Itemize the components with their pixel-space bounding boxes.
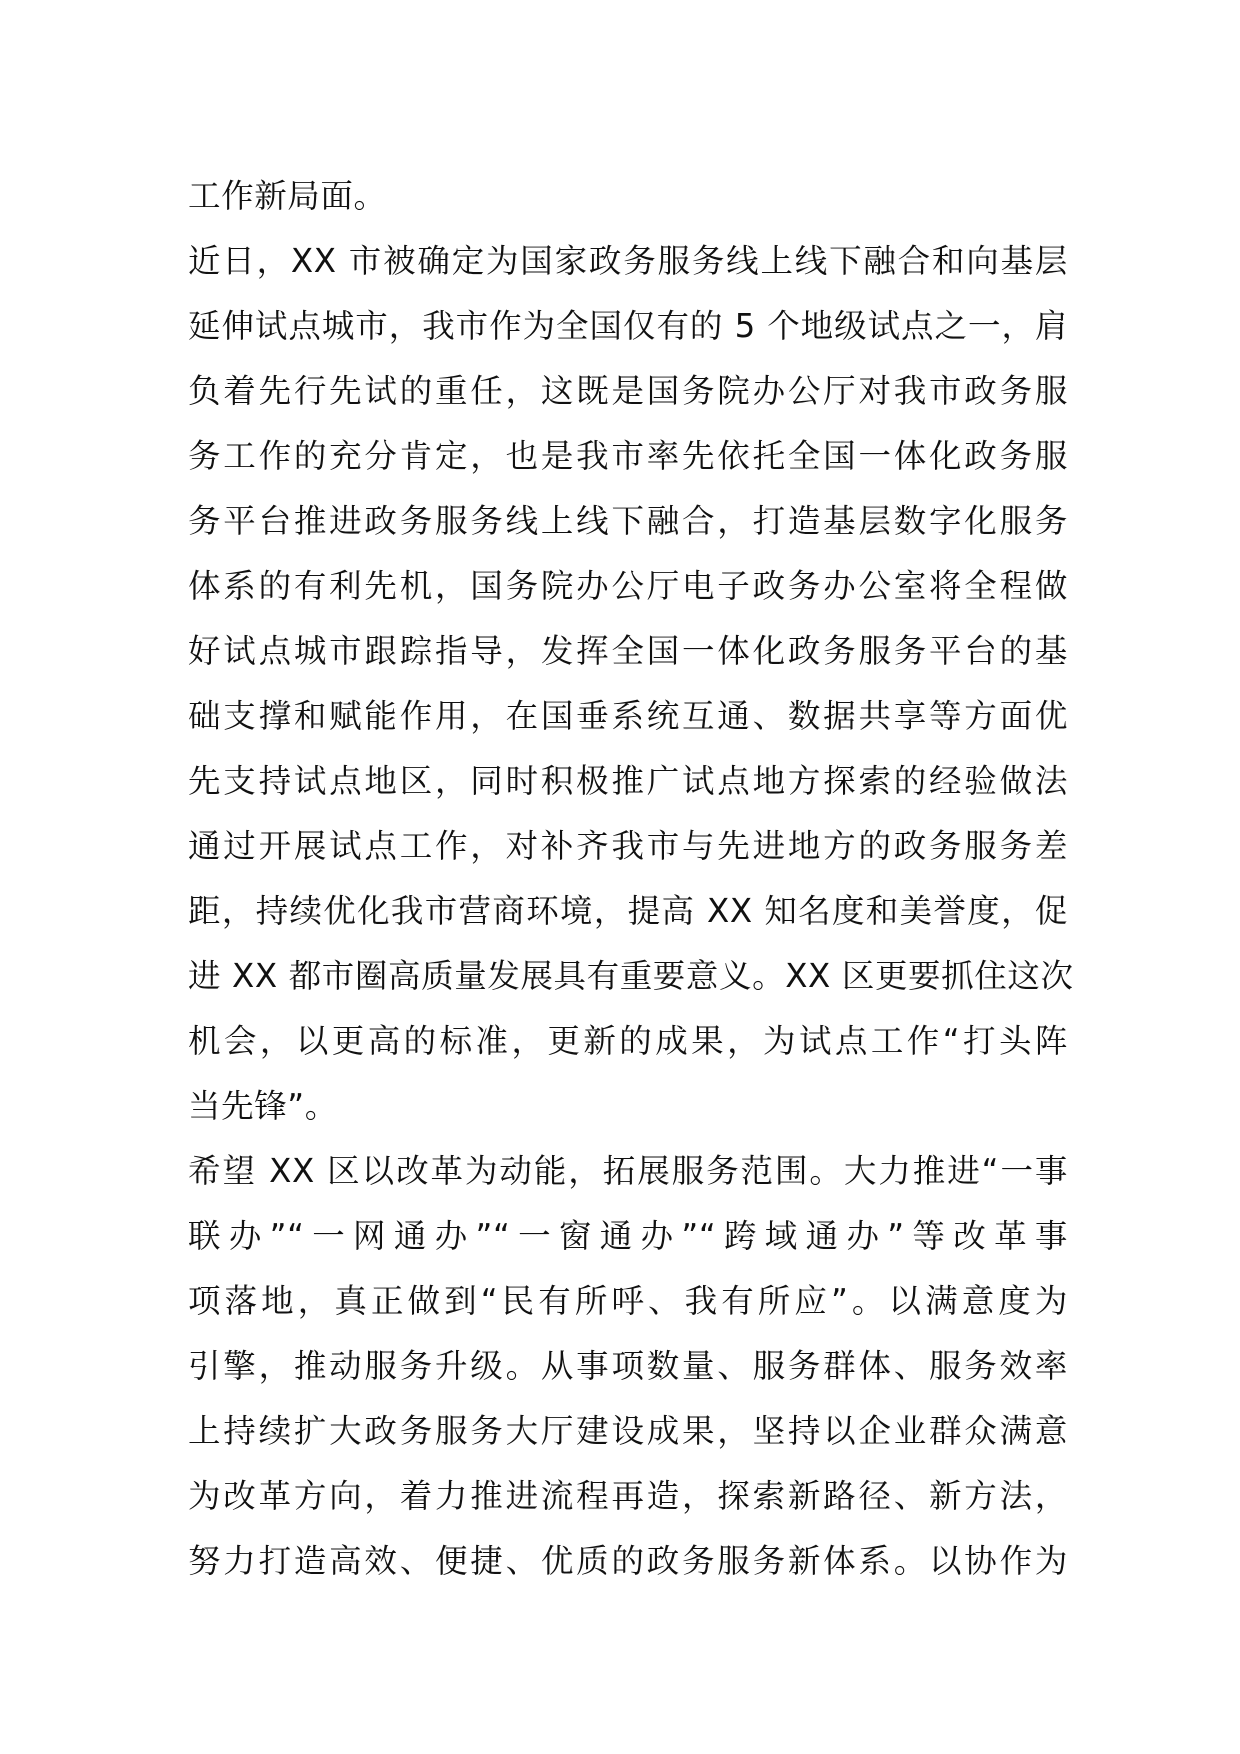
text-line-2: 近日，XX 市被确定为国家政务服务线上线下融合和向基层 (188, 242, 1068, 280)
text-line-14: 机会，以更高的标准，更新的成果，为试点工作“打头阵 (188, 1022, 1068, 1060)
text-line-18: 项落地，真正做到“民有所呼、我有所应”。以满意度为 (188, 1282, 1068, 1320)
text-line-7: 体系的有利先机，国务院办公厅电子政务办公室将全程做 (188, 567, 1068, 605)
text-line-15: 当先锋”。 (188, 1087, 338, 1125)
text-line-11: 通过开展试点工作，对补齐我市与先进地方的政务服务差 (188, 827, 1068, 865)
text-line-4: 负着先行先试的重任，这既是国务院办公厅对我市政务服 (188, 372, 1068, 410)
text-line-5: 务工作的充分肯定，也是我市率先依托全国一体化政务服 (188, 437, 1068, 475)
text-line-3: 延伸试点城市，我市作为全国仅有的 5 个地级试点之一，肩 (188, 307, 1068, 345)
text-line-10: 先支持试点地区，同时积极推广试点地方探索的经验做法 (188, 762, 1068, 800)
text-line-9: 础支撑和赋能作用，在国垂系统互通、数据共享等方面优 (188, 697, 1068, 735)
text-line-12: 距，持续优化我市营商环境，提高 XX 知名度和美誉度，促 (188, 892, 1068, 930)
text-line-19: 引擎，推动服务升级。从事项数量、服务群体、服务效率 (188, 1347, 1068, 1385)
text-line-13: 进 XX 都市圈高质量发展具有重要意义。XX 区更要抓住这次 (188, 957, 1074, 995)
text-line-17: 联办”“一网通办”“一窗通办”“跨域通办”等改革事 (188, 1217, 1068, 1255)
body-text (188, 164, 1074, 1594)
text-line-8: 好试点城市跟踪指导，发挥全国一体化政务服务平台的基 (188, 632, 1068, 670)
text-line-22: 努力打造高效、便捷、优质的政务服务新体系。以协作为 (188, 1542, 1068, 1580)
text-line-16: 希望 XX 区以改革为动能，拓展服务范围。大力推进“一事 (188, 1152, 1068, 1190)
text-line-20: 上持续扩大政务服务大厅建设成果，坚持以企业群众满意 (188, 1412, 1068, 1450)
text-line-1: 工作新局面。 (188, 177, 387, 215)
text-line-21: 为改革方向，着力推进流程再造，探索新路径、新方法， (188, 1477, 1068, 1515)
text-line-6: 务平台推进政务服务线上线下融合，打造基层数字化服务 (188, 502, 1068, 540)
